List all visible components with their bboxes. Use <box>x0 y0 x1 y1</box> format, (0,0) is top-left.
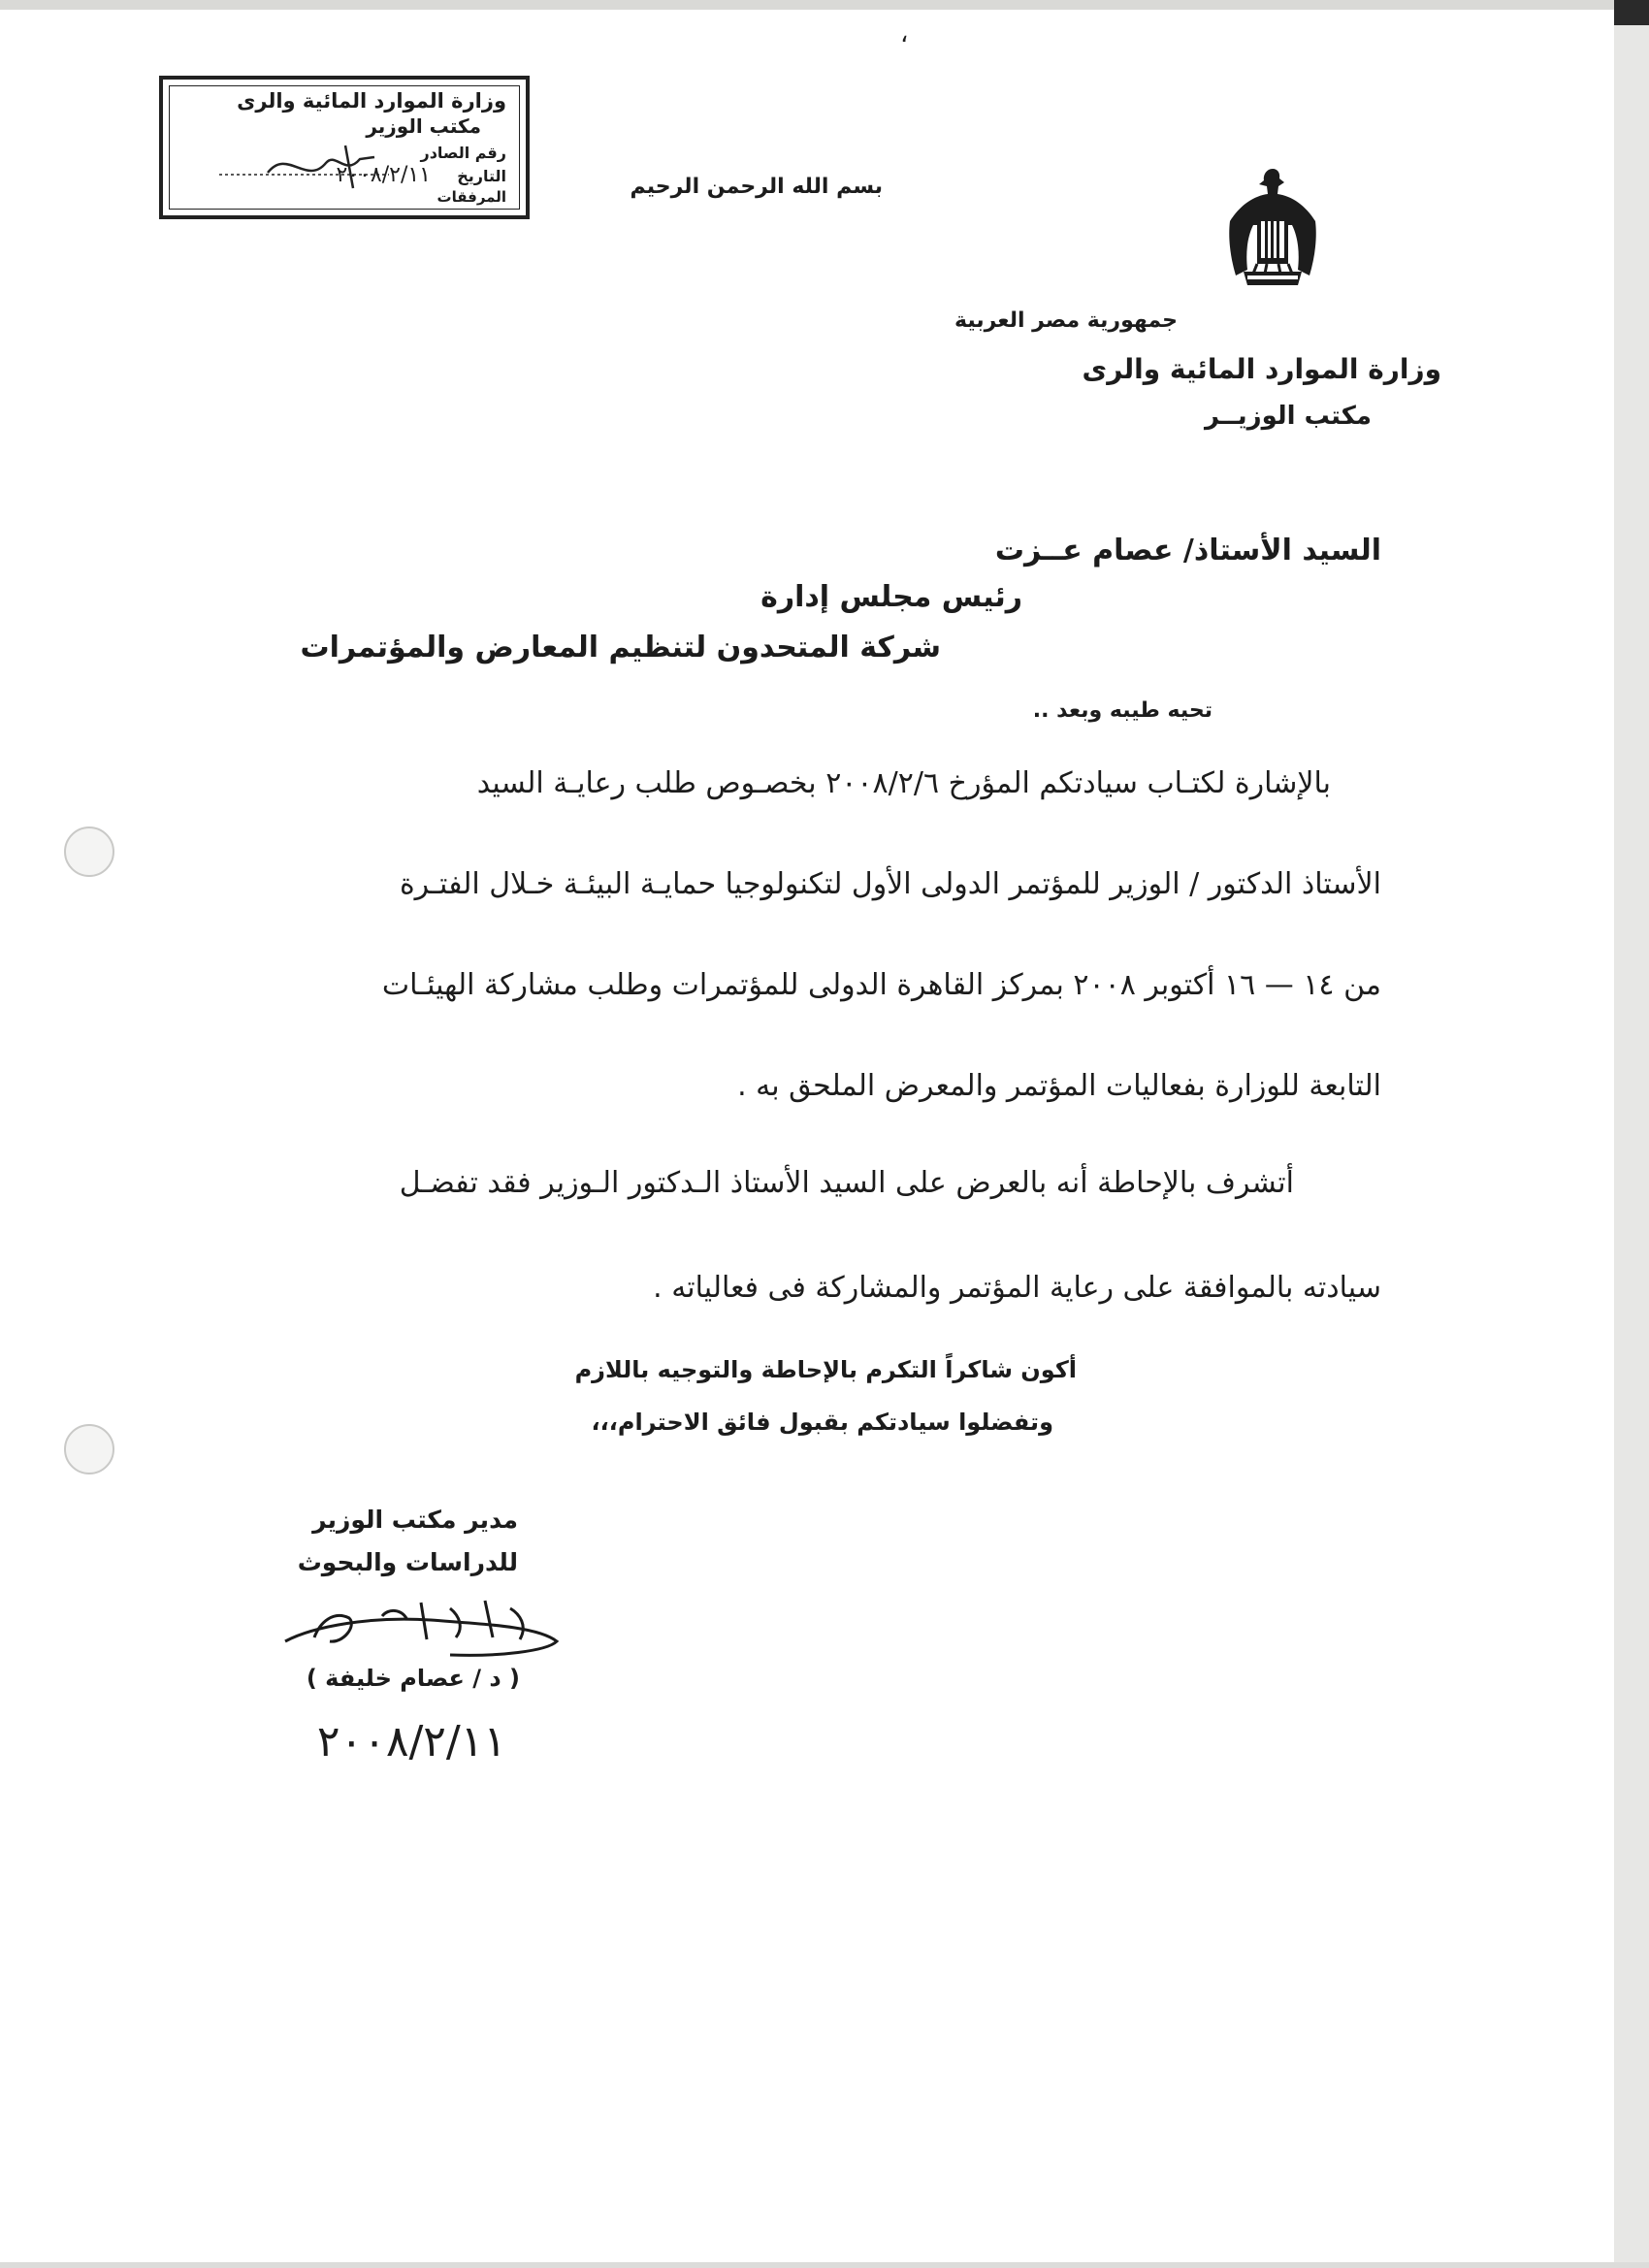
handwritten-date: ٢٠٠٨/٢/١١ <box>316 1717 506 1766</box>
egypt-eagle-emblem-icon <box>1224 163 1321 299</box>
body-p1-line2: الأستاذ الدكتور / الوزير للمؤتمر الدولى الأول لتكنولوجيا حمايـة البيئـة خـلال الفتـرة <box>399 867 1381 901</box>
scan-edge-top <box>0 0 1649 10</box>
letterhead-office: مكتب الوزيــر <box>1204 402 1372 431</box>
signature-position-line2: للدراسات والبحوث <box>297 1548 518 1576</box>
top-mark: ، <box>900 19 909 49</box>
signature-position-line1: مدير مكتب الوزير <box>312 1506 518 1534</box>
closing-line2: وتفضلوا سيادتكم بقبول فائق الاحترام،،، <box>591 1409 1053 1436</box>
letterhead-country: جمهورية مصر العربية <box>954 308 1178 333</box>
letterhead-ministry: وزارة الموارد المائية والرى <box>1082 353 1441 385</box>
stamp-number-scribble <box>200 138 491 196</box>
basmala: بسم الله الرحمن الرحيم <box>630 175 883 199</box>
scan-edge-bottom <box>0 2262 1649 2268</box>
signature-name: ( د / عصام خليفة ) <box>306 1665 520 1692</box>
closing-line1: أكون شاكراً التكرم بالإحاطة والتوجيه باللازم <box>574 1356 1077 1383</box>
outgoing-stamp <box>159 76 530 219</box>
stamp-number-label: رقم الصادر <box>420 144 506 162</box>
recipient-name: السيد الأستاذ/ عصام عــزت <box>994 534 1381 567</box>
punch-hole-lower <box>64 1424 114 1474</box>
stamp-date-value: ٢٠٠٨/٢/١١ <box>336 163 431 187</box>
handwritten-signature <box>256 1587 576 1676</box>
stamp-date-label: التاريخ <box>457 167 506 185</box>
punch-hole-upper <box>64 826 114 877</box>
scan-edge-right <box>1614 0 1649 2268</box>
greeting: تحيه طيبه وبعد .. <box>1032 698 1212 723</box>
body-p2-line1: أتشرف بالإحاطة أنه بالعرض على السيد الأستاذ الـدكتور الـوزير فقد تفضـل <box>399 1166 1294 1200</box>
stamp-attachments-label: المرفقات <box>436 188 506 206</box>
body-p1-line3: من ١٤ — ١٦ أكتوبر ٢٠٠٨ بمركز القاهرة الدولى للمؤتمرات وطلب مشاركة الهيئـات <box>381 968 1381 1002</box>
body-p2-line2: سيادته بالموافقة على رعاية المؤتمر والمشاركة فى فعالياته . <box>653 1271 1381 1305</box>
scan-corner <box>1614 0 1649 25</box>
recipient-company: شركة المتحدون لتنظيم المعارض والمؤتمرات <box>300 631 941 664</box>
stamp-office: مكتب الوزير <box>366 114 481 138</box>
body-p1-line4: التابعة للوزارة بفعاليات المؤتمر والمعرض الملحق به . <box>737 1069 1381 1103</box>
recipient-title: رئيس مجلس إدارة <box>760 580 1022 614</box>
stamp-ministry: وزارة الموارد المائية والرى <box>237 89 506 113</box>
body-p1-line1: بالإشارة لكتـاب سيادتكم المؤرخ ٢٠٠٨/٢/٦ بخصـوص طلب رعايـة السيد <box>476 766 1331 800</box>
